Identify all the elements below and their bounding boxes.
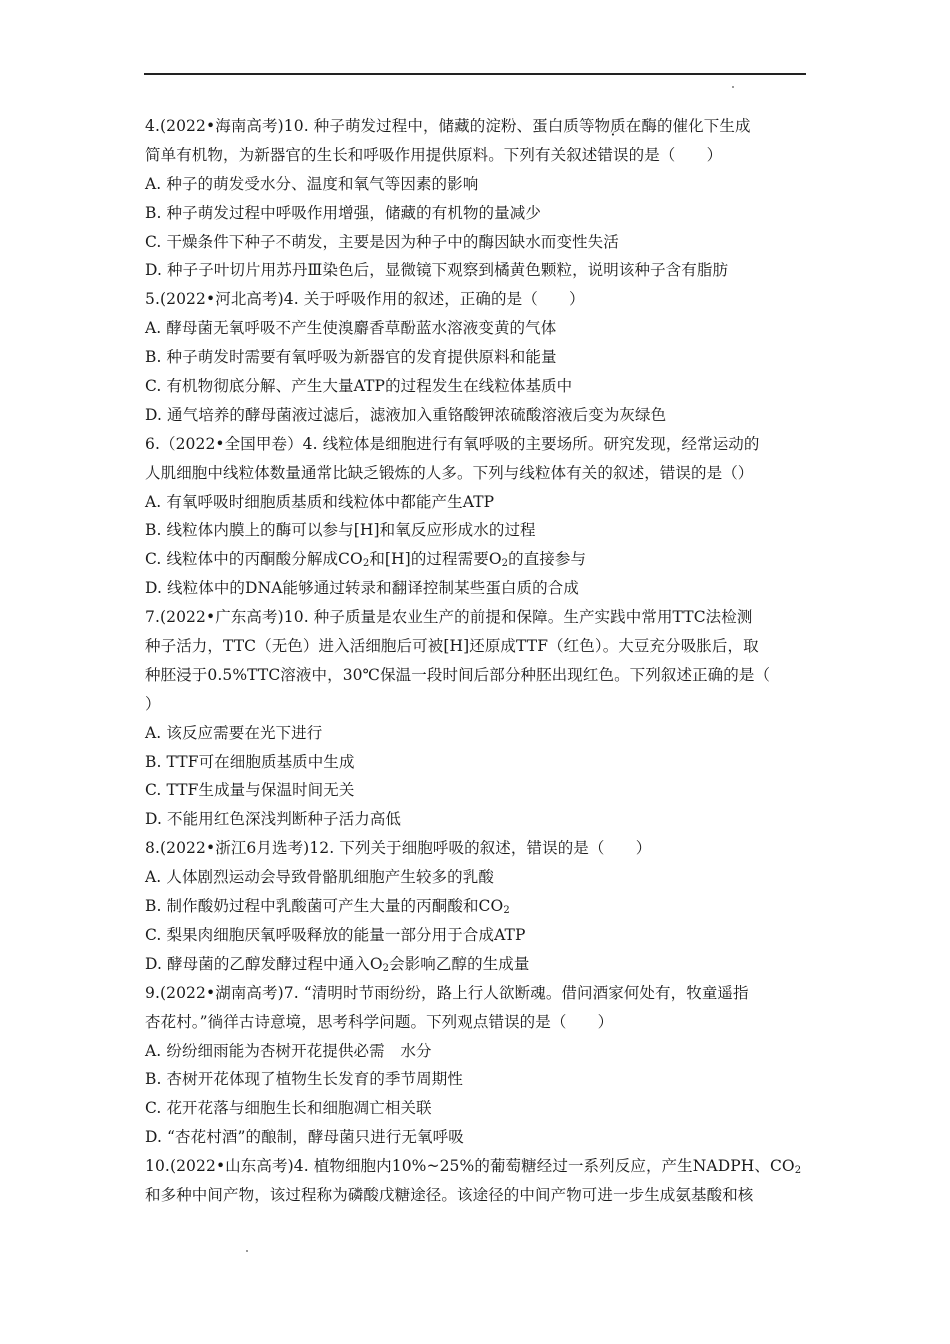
question-9-stem-line-2: 杏花村。”徜徉古诗意境，思考科学问题。下列观点错误的是（ ） <box>145 1012 614 1031</box>
question-7 <box>145 603 810 834</box>
option-c-text: 和[H]的过程需要O <box>369 550 502 569</box>
option-d <box>145 950 810 979</box>
question-4-stem-line-1: 4.(2022•海南高考)10. 种子萌发过程中，储藏的淀粉、蛋白质等物质在酶的催化下生成 <box>145 117 751 135</box>
option-c: C. TTF生成量与保温时间无关 <box>145 781 355 800</box>
subscript: 2 <box>503 905 510 917</box>
question-7-stem-line-4: ） <box>145 694 161 713</box>
subscript: 2 <box>501 558 509 570</box>
question-10-stem-line-2: 和多种中间产物，该过程称为磷酸戊糖途径。该途径的中间产物可进一步生成氨基酸和核 <box>145 1185 754 1204</box>
option-b-text: B. 制作酸奶过程中乳酸菌可产生大量的丙酮酸和CO <box>145 897 504 916</box>
option-b <box>145 892 810 921</box>
question-10 <box>145 1152 810 1210</box>
option-d: D. 通气培养的酵母菌液过滤后，滤液加入重铬酸钾浓硫酸溶液后变为灰绿色 <box>145 405 667 424</box>
option-a: A. 人体剧烈运动会导致骨骼肌细胞产生较多的乳酸 <box>145 868 494 887</box>
question-4-stem-text: 简单有机物，为新器官的生长和呼吸作用提供原料。下列有关叙述 <box>145 145 598 164</box>
option-b: B. 杏树开花体现了植物生长发育的季节周期性 <box>145 1070 463 1089</box>
option-b: B. 线粒体内膜上的酶可以参与[H]和氧反应形成水的过程 <box>145 521 536 540</box>
question-7-stem-line-3: 种胚浸于0.5%TTC溶液中，30℃保温一段时间后部分种胚出现红色。下列叙述正确的是（ <box>145 665 771 684</box>
question-7-stem-line-1: 7.(2022•广东高考)10. 种子质量是农业生产的前提和保障。生产实践中常用TTC法检测 <box>145 608 753 627</box>
question-6 <box>145 430 810 603</box>
question-10-stem-line-1 <box>145 1152 810 1181</box>
option-c-text: C. 线粒体中的丙酮酸分解成CO <box>145 550 363 569</box>
question-5 <box>145 285 810 429</box>
option-c-text: 的直接参与 <box>508 550 587 569</box>
option-b: B. TTF可在细胞质基质中生成 <box>145 752 355 771</box>
option-b: B. 种子萌发过程中呼吸作用增强，储藏的有机物的量减少 <box>145 203 541 222</box>
option-a: A. 种子的萌发受水分、温度和氧气等因素的影响 <box>145 174 479 193</box>
option-b: B. 种子萌发时需要有氧呼吸为新器官的发育提供原料和能量 <box>145 348 557 367</box>
emphasis-word: 错误 <box>597 145 629 164</box>
question-10-stem-text: 10.(2022•山东高考)4. 植物细胞内10%~25%的葡萄糖经过一系列反应，产生NADPH、CO <box>145 1157 795 1176</box>
question-9-stem-line-1: 9.(2022•湖南高考)7. “清明时节雨纷纷，路上行人欲断魂。借问酒家何处有，牧童遥指 <box>145 983 749 1002</box>
question-5-stem: 5.(2022•河北高考)4. 关于呼吸作用的叙述，正确的是（ ） <box>145 290 585 309</box>
option-c: C. 干燥条件下种子不萌发，主要是因为种子中的酶因缺水而变性失活 <box>145 232 619 251</box>
option-c: C. 有机物彻底分解、产生大量ATP的过程发生在线粒体基质中 <box>145 377 573 396</box>
option-a: A. 纷纷细雨能为杏树开花提供必需 水分 <box>145 1041 432 1060</box>
option-c: C. 花开花落与细胞生长和细胞凋亡相关联 <box>145 1099 432 1118</box>
option-a: A. 酵母菌无氧呼吸不产生使溴麝香草酚蓝水溶液变黄的气体 <box>145 319 557 338</box>
header-rule <box>144 73 806 75</box>
option-d: D. 不能用红色深浅判断种子活力高低 <box>145 810 402 829</box>
option-d-text: D. 酵母菌的乙醇发酵过程中通入O <box>145 954 383 973</box>
option-d: D. 种子子叶切片用苏丹Ⅲ染色后，显微镜下观察到橘黄色颗粒，说明该种子含有脂肪 <box>145 261 729 280</box>
decorative-dot <box>246 1250 248 1252</box>
question-4-stem-tail: 的是（ ） <box>628 145 723 164</box>
question-8 <box>145 834 810 978</box>
subscript: 2 <box>794 1165 802 1177</box>
subscript: 2 <box>362 558 370 570</box>
option-d: D. 线粒体中的DNA能够通过转录和翻译控制某些蛋白质的合成 <box>145 579 579 598</box>
document-body <box>145 112 810 1210</box>
option-d: D. “杏花村酒”的酿制，酵母菌只进行无氧呼吸 <box>145 1128 464 1147</box>
decorative-dot <box>732 86 734 88</box>
option-c <box>145 545 810 574</box>
question-9 <box>145 979 810 1152</box>
question-4-stem-line-2 <box>145 141 810 170</box>
question-7-stem-line-2: 种子活力，TTC（无色）进入活细胞后可被[H]还原成TTF（红色）。大豆充分吸胀后，取 <box>145 637 759 656</box>
option-d-text: 会影响乙醇的生成量 <box>389 954 530 973</box>
subscript: 2 <box>382 962 390 974</box>
option-a: A. 该反应需要在光下进行 <box>145 723 323 742</box>
question-4 <box>145 112 810 285</box>
question-8-stem: 8.(2022•浙江6月选考)12. 下列关于细胞呼吸的叙述，错误的是（ ） <box>145 839 652 858</box>
question-6-stem-line-2: 人肌细胞中线粒体数量通常比缺乏锻炼的人多。下列与线粒体有关的叙述，错误的是（） <box>145 463 754 482</box>
question-6-stem-line-1: 6.（2022•全国甲卷）4. 线粒体是细胞进行有氧呼吸的主要场所。研究发现，经常运动的 <box>145 434 760 453</box>
option-a: A. 有氧呼吸时细胞质基质和线粒体中都能产生ATP <box>145 492 495 511</box>
option-c: C. 梨果肉细胞厌氧呼吸释放的能量一部分用于合成ATP <box>145 925 526 944</box>
